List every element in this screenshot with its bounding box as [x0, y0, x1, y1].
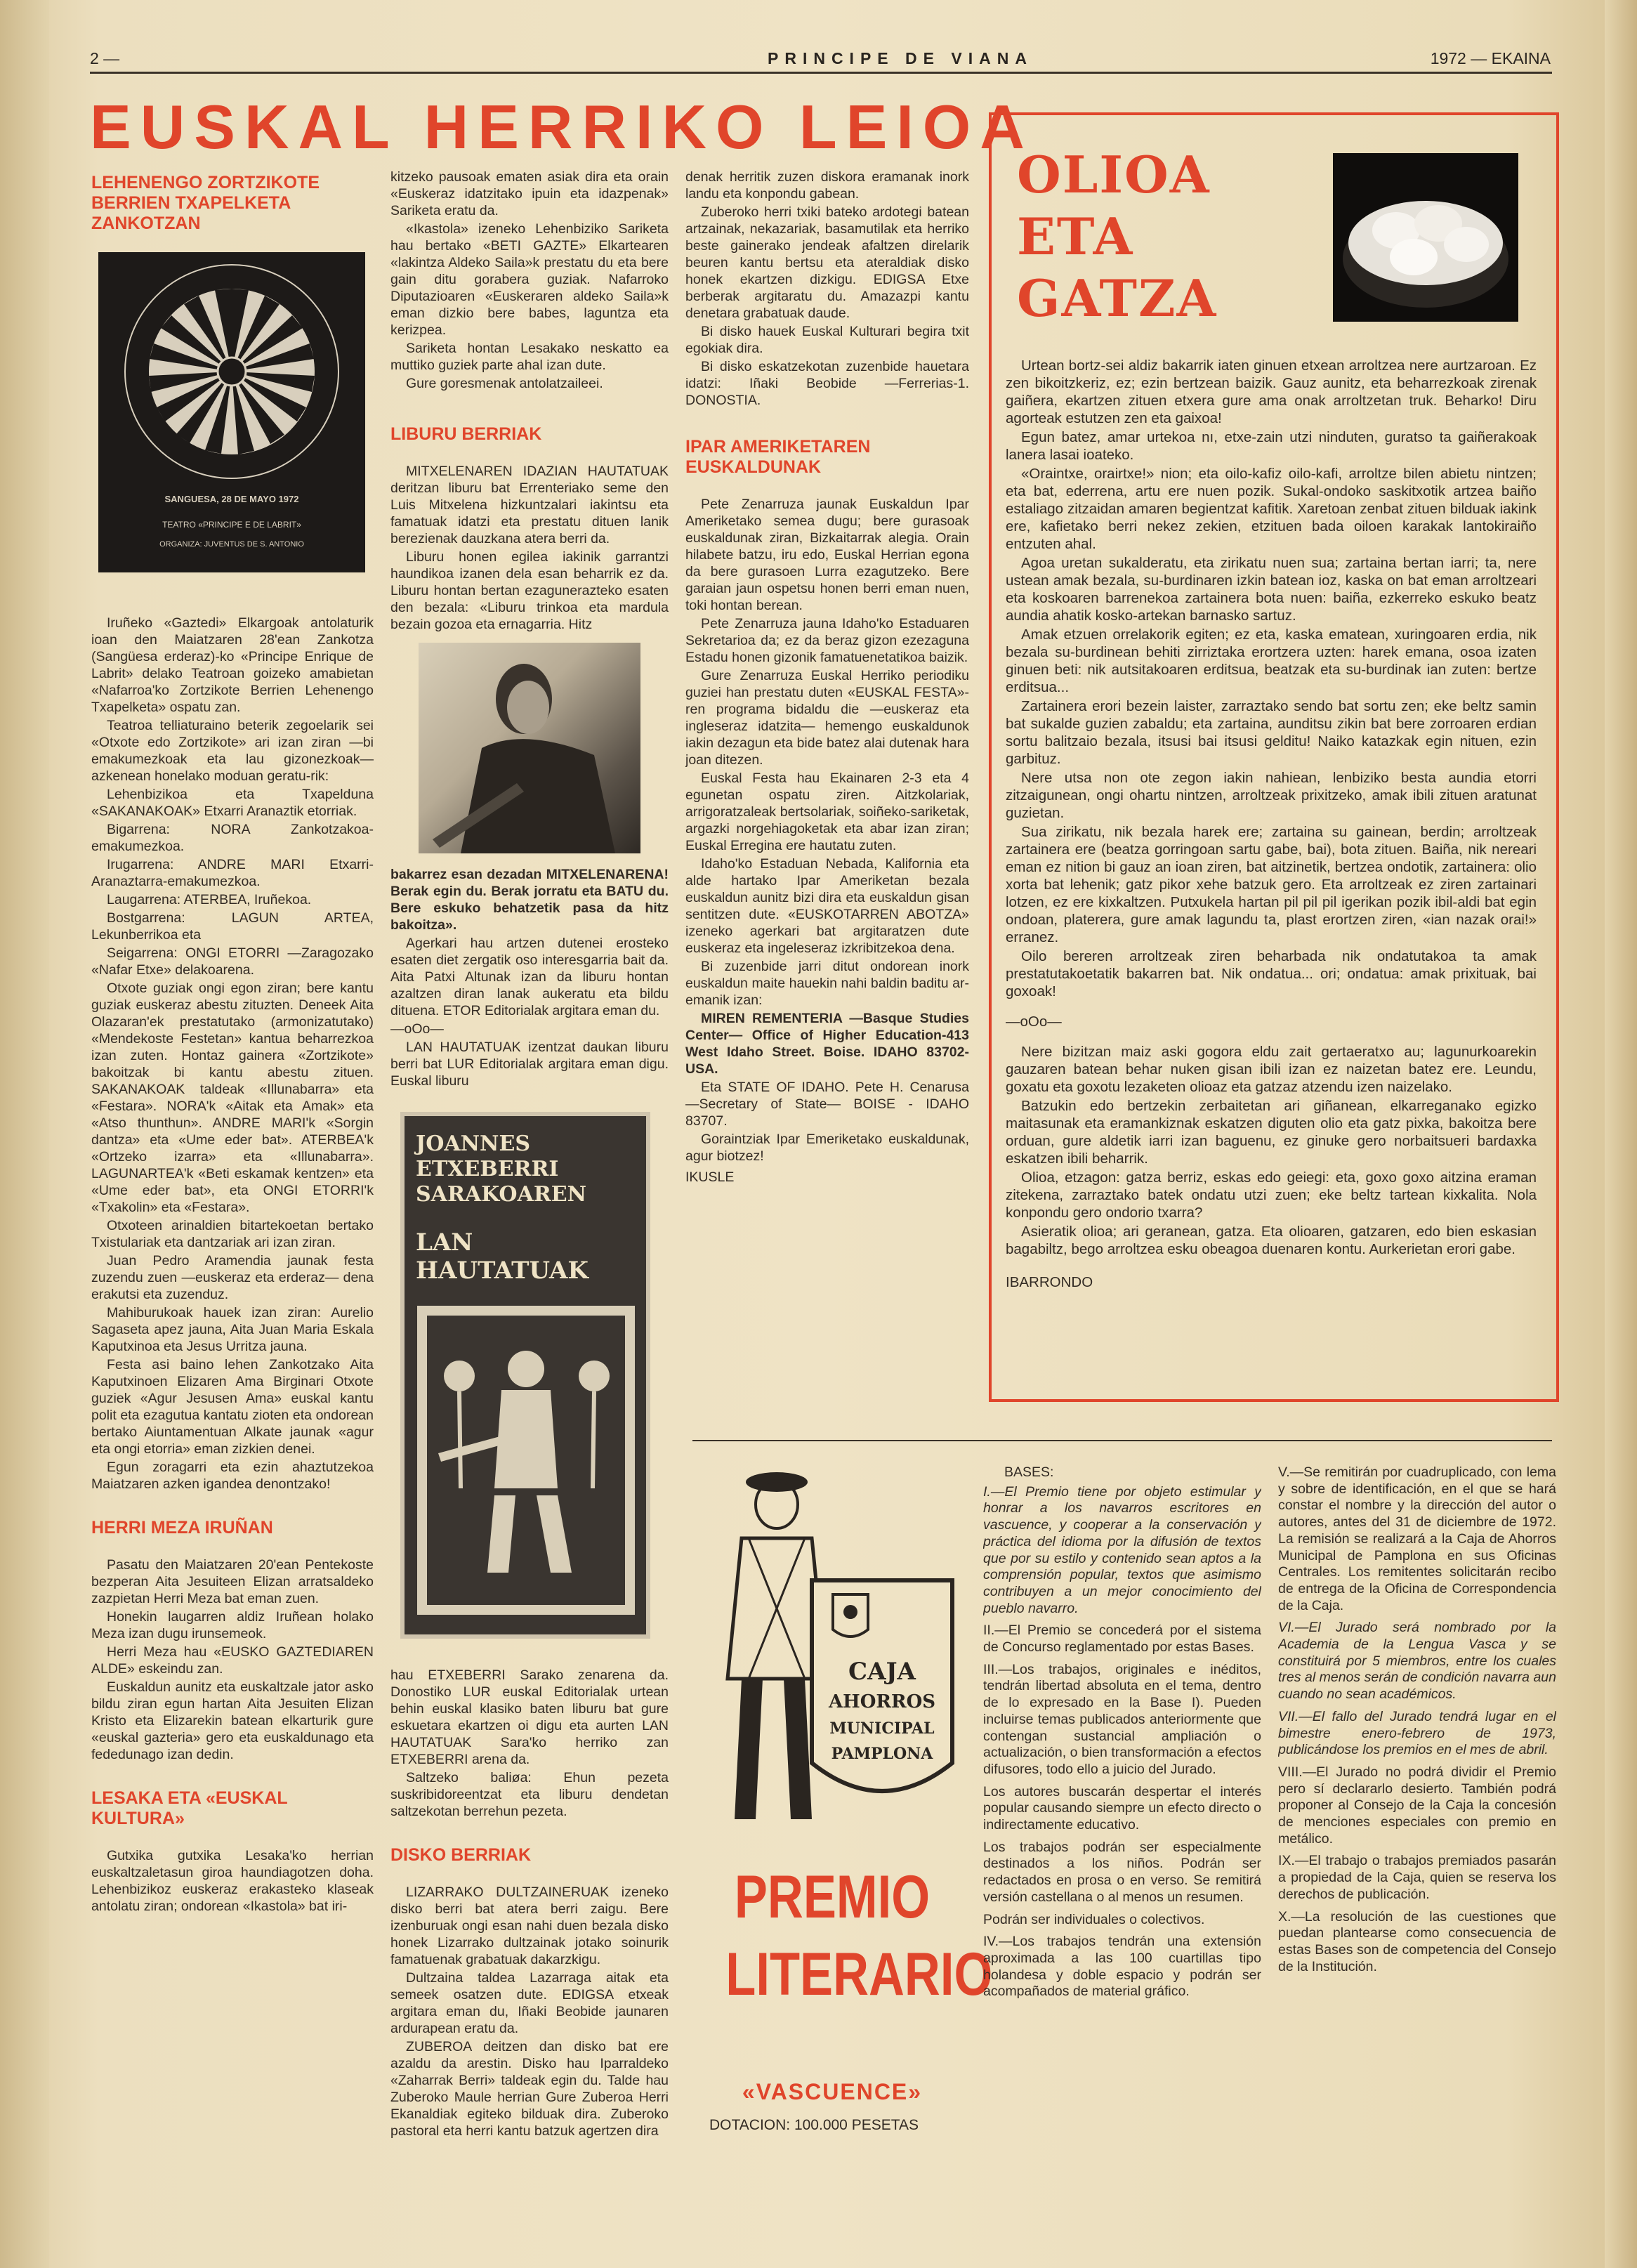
premio-top-rule — [692, 1440, 1552, 1441]
paragraph: ZUBEROA deitzen dan disko bat ere azaldu da arestin. Disko hau Iparraldeko «Zaharrak Berri» taldeak egin du. Talde hau Zuberoko Maule herrian Gure Zuberoa Herri Ekanaldiak egiteko bilduak dira. Zuberoko pastoral eta herri kantu batzuk agertzen dira — [390, 2039, 669, 2139]
paragraph: Bi zuzenbide jarri ditut ondorean inork euskaldun maite hauekin nahi baldin baditu ar-emanik izan: — [685, 959, 969, 1008]
paragraph: denak herritik zuzen diskora eramanak inork landu eta konpondu gabean. — [685, 169, 969, 202]
page-header — [90, 49, 1551, 73]
paragraph: Bostgarrena: LAGUN ARTEA, Lekunberrikoa eta — [91, 910, 374, 943]
base-item: VIII.—El Jurado no podrá dividir el Premio pero sí declararlo desierto. También podrá proponer al Consejo de la Caja la concesión de menciones especiales con premio en metálico. — [1278, 1764, 1556, 1847]
paragraph: Zartainera erori bezein laister, zarraztako sendo bat sortu zen; eke beltz samin bat sukalde guzien zabaldu; eta zartaina, aunditsu zikin bat bere zorroaren erdian sortu balitzaio bezala, itsusi bai itsusi gelditu! Naiko katazkak egin nituen, ezin garbituz. — [1006, 698, 1537, 767]
paragraph: Euskal Festa hau Ekainaren 2-3 eta 4 egunetan ospatu ziren. Aitzkolariak, arrigoratzaleak bertsolariak, soiñeko-sariketak, argazki norgehiagoketak eta abar izan ziran; Euskal Erregina ere hautatu zuten. — [685, 771, 969, 853]
paragraph: Honekin laugarren aldiz Iruñean holako Meza izan dugu irunsemeok. — [91, 1609, 374, 1641]
column-1 — [91, 169, 374, 2255]
paragraph: Eta STATE OF IDAHO. Pete H. Cenarusa —Secretary of State— BOISE - IDAHO 83707. — [685, 1080, 969, 1129]
olioa-text — [1006, 357, 1537, 1396]
premio-title-line-1: PREMIO — [734, 1863, 931, 1931]
paragraph: LIZARRAKO DULTZAINERUAK izeneko disko berri bat atera berri zaigu. Bere izenburuak ongi esan nahi duen bezala disko honek Lizarrako dultzainak jotako soinurik famatuenak grabatuak dakarzkigu. — [390, 1884, 669, 1967]
basque-man-seal-icon — [706, 1468, 958, 1833]
seal-text-4: PAMPLONA — [831, 1745, 933, 1763]
poster-placeholder — [98, 252, 374, 572]
paragraph: Asieratik olioa; ari geranean, gatza. Eta olioaren, gatzaren, edo bien eskasian bagabiltz, bego arroltzea esku obeagoa duenaren kontu. Aurkerietan erori gabe. — [1006, 1224, 1537, 1257]
paragraph: Lehenbizikoa eta Txapelduna «SAKANAKOAK» Etxarri Aranaztik etorriak. — [91, 787, 374, 819]
paragraph: Festa asi baino lehen Zankotzako Aita Kaputxinoen Elizaren Ama Birginari Otxote guziek «Agur Jesusen Ama» euskal kantu polit eta ezagutua kantatu zioten eta ondorean bertako Aiuntamentuan Alkate jaunak «agur eta ongi etorria» eman zizkien denei. — [91, 1357, 374, 1457]
issue-date: 1972 — EKAINA — [1430, 49, 1551, 67]
base-item: I.—El Premio tiene por objeto estimular y honrar a los navarros escritores en vascuence, y cooperar a la conservación y práctica del idioma por la difusión de textos que por su estilo y contenido sean aptos a la comprensión popular, textos que asimismo contribuyen a un mejor conocimiento del pueblo navarro. — [983, 1483, 1261, 1616]
contest-poster — [98, 252, 365, 572]
olioa-title-line: OLIOA — [1017, 145, 1211, 204]
paragraph: Nere bizitzan maiz aski gogora eldu zait gertaeratxo au; lagunurkoarekin gauzaren batean behar nuken gisan ibili izan ez naizetan batez ere. Leundu, goxatu eta goxotu lezaketen olioaz eta gatzaz atzendu izen naizelako. — [1006, 1044, 1537, 1095]
base-item: II.—El Premio se concederá por el sistema de Concurso reglamentado por estas Bases. — [983, 1623, 1261, 1656]
article-heading-herri-meza: HERRI MEZA IRUÑAN — [91, 1518, 273, 1538]
paragraph: Dultzaina taldea Lazarraga aitak eta semeek osatzen dute. EDIGSA etxeak argitara eman du, Iñaki Beobide jaunaren ardurapean eratu da. — [390, 1970, 669, 2036]
header-rule — [90, 72, 1552, 74]
paragraph: MIREN REMENTERIA —Basque Studies Center— Office of Higher Education-413 West Idaho Street. Boise. IDAHO 83702-USA. — [685, 1011, 969, 1077]
separator: —oOo— — [390, 1021, 444, 1037]
base-item: IV.—Los trabajos tendrán una extensión aproximada a las 100 cuartillas tipo holandesa y doble espacio y podrán ser acompañados de material gráfico. — [983, 1934, 1261, 2000]
eggs-photo — [1333, 153, 1518, 322]
olioa-title-line: ETA — [1017, 207, 1134, 266]
paragraph: Otxote guziak ongi egon ziran; bere kantu guziak euskeraz abestu zituzten. Deneek Aita Olazaran'ek prestatutako (armonizatutako) «Mendekoste Festetan» kantua beharrezkoa izan zuten. Hontaz gainera «Zortzikote» bakoitzak bi kantu abestu zituen. SAKANAKOAK taldeak «Illunabarra» eta «Festara». NORA'k «Aitak eta Amak» eta «Atso thunthun». ANDRE MARI'k «Sorgin dantza» eta «Ume eder bat». ATERBEA'k «Ortzeko izarra» eta «Illunabarra». LAGUNARTEA'k «Beti eskamak kentzen» eta «Ume eder bat», eta ONGI ETORRI'k «Txakolin» eta «Festara». — [91, 981, 374, 1215]
premio-title — [725, 1859, 993, 2013]
paragraph: Mahiburukoak hauek izan ziran: Aurelio Sagaseta apez jauna, Aita Juan Maria Eskala Kaputxinoa eta Jesus Urritza jauna. — [91, 1305, 374, 1354]
article-heading-zortzikote: LEHENENGO ZORTZIKOTE BERRIEN TXAPELKETA ZANKOTZAN — [91, 173, 320, 233]
base-item: VI.—El Jurado será nombrado por la Academia de la Lengua Vasca y se constituirá por 5 miembros, entre los cuales tres al menos serán de condición navarra aun cuando no sean académicos. — [1278, 1620, 1556, 1703]
base-item: VII.—El fallo del Jurado tendrá lugar en el bimestre enero-febrero de 1973, publicándose los premios en el mes de abril. — [1278, 1708, 1556, 1758]
paragraph: Bi disko hauek Euskal Kulturari begira txit egokiak dira. — [685, 324, 969, 356]
base-item: Los autores buscarán despertar el interés popular causando siempre un efecto directo o indirectamente educativo. — [983, 1783, 1261, 1833]
paragraph: «Ikastola» izeneko Lehenbiziko Sariketa hau bertako «BETI GAZTE» Elkartearen «lakintza Aldeko Saila»k prestatu du eta bere gain ditu gorabera guziak. Nafarroko Diputazioaren «Euskeraren aldeko Saila»k eman dizkio bere babes, laguntza eta kerizpea. — [390, 221, 669, 338]
bases-title: BASES: — [1004, 1464, 1054, 1480]
paragraph: Laugarrena: ATERBEA, Iruñekoa. — [107, 892, 312, 907]
paragraph: Pasatu den Maiatzaren 20'ean Pentekoste bezperan Aita Jesuiteen Elizan arratsaldeko zazpietan Herri Meza bat eman zuen. — [91, 1557, 374, 1606]
signature-ibarrondo: IBARRONDO — [1006, 1274, 1093, 1290]
seal-text-2: AHORROS — [828, 1691, 936, 1712]
book-cover — [400, 1112, 650, 1639]
paragraph: Iruñeko «Gaztedi» Elkargoak antolaturik ioan den Maiatzaren 28'ean Zankotza (Sangüesa erderaz)-ko «Principe Enrique de Labrit» delako Teatroan goizeko amabietan «Nafarroa'ko Zortzikote Berrien Lehenengo Txapelketa» ospatu zan. — [91, 615, 374, 715]
paragraph: Agerkari hau artzen dutenei erosteko esaten diet zergatik oso interesgarria bait da. Aita Patxi Altunak izan da liburu hontan azaltzen diran lanak aukeratu eta bildu dituena. ETOR Editorialak argitara eman du. — [390, 936, 669, 1018]
base-item: Los trabajos podrán ser especialmente destinados a los niños. Podrán ser redactados en prosa o en verso. Se remitirá versión castellana o al menos un resumen. — [983, 1839, 1261, 1905]
bases-column-1 — [983, 1464, 1261, 2258]
paragraph: Gure goresmenak antolatzaileei. — [406, 376, 603, 391]
paragraph: Saltzeko baliøa: Ehun pezeta suskribidoreentzat eta liburu dendetan saltzekotan berrehun pezeta. — [390, 1770, 669, 1819]
base-item: IX.—El trabajo o trabajos premiados pasarán a propiedad de la Caja, quien se reserva los derechos de publicación. — [1278, 1853, 1556, 1902]
paragraph: kitzeko pausoak ematen asiak dira eta orain «Euskeraz idatzitako ipuin eta idazpenak» Sariketa eratu da. — [390, 169, 669, 218]
paragraph: Zuberoko herri txiki bateko ardotegi batean artzainak, nekazariak, basamutilak eta herriko beste gainerako jendeak afaltzen direlarik beuren kantu bertsu eta ateraldiak disko honek ekartzen dizkigu. EDIGSA Etxe berberak argitaratu du. Amazazpi kantu denetara grabatuak daude. — [685, 204, 969, 321]
poster-line-3: ORGANIZA: JUVENTUS DE S. ANTONIO — [159, 540, 304, 549]
base-item: III.—Los trabajos, originales e inéditos, tendrán libertad absoluta en el tema, dentro de lo expresado en la Base I). Pueden incluirse temas publicados anteriormente que contengan sustancial ampliación o actualización, o bien transformación a efectos difusores, todo ello a juicio del Jurado. — [983, 1661, 1261, 1777]
olioa-title — [1017, 144, 1217, 329]
caja-ahorros-illustration — [706, 1468, 958, 1833]
olioa-title-line: GATZA — [1017, 268, 1218, 328]
paragraph: «Oraintxe, orairtxe!» nion; eta oilo-kafiz oilo-kafi, arroltze bilen abietu nintzen; eta bat, ederrena, artu ere nuen pozik. Sukal-ondoko saskitxotik artzea baiño estaliago zitzaidan amaren begientzat kafitik. Xaretoan zenbat zituen bilduak iakink ere, kafietako berri nekez zekien, etzituen bada oiloen karakak lantokiraiño entzuten ahal. — [1006, 466, 1537, 552]
main-title: EUSKAL HERRIKO LEIOA — [90, 92, 1034, 162]
paragraph: Euskaldun aunitz eta euskaltzale jator asko bildu ziran egun hartan Aita Jesuiten Elizan Kristo eta Elizarekin batean elkarturik gure «euskal gazteria» gero eta euskaldunago eta fededunago izan dedin. — [91, 1679, 374, 1762]
paragraph: Liburu honen egilea iakinik garrantzi haundikoa izanen dela esan beharrik ez da. Liburu hontan bertan ezagunerazteko esaten den bezala: «Liburu trinkoa eta mardula bezain gozoa eta ernagarria. Hitz — [390, 549, 669, 632]
base-item: V.—Se remitirán por cuadruplicado, con lema y sobre de identificación, en el que se hará constar el nombre y la dirección del autor o autores, antes del 31 de diciembre de 1972. La remisión se realizará a la Caja de Ahorros Municipal de Pamplona en sus Oficinas Centrales. Los remitentes solicitarán recibo de entrega de la Oficina de Correspondencia de la Caja. — [1278, 1464, 1556, 1613]
paragraph: Gure Zenarruza Euskal Herriko periodiku guziei han prestatu duten «EUSKAL FESTA»-ren programa bidaldu die —euskeraz eta ingleseraz idatzita— hemengo euskaldunok iakin dezagun eta bide batez alai dutenak hara joan ditezen. — [685, 668, 969, 768]
book-title-2: LAN HAUTATUAK — [416, 1228, 589, 1285]
paragraph: Goraintziak Ipar Emeriketako euskaldunak, agur biotzez! — [685, 1132, 969, 1164]
man-portrait-icon — [419, 643, 640, 853]
seal-text-1: CAJA — [848, 1658, 916, 1686]
paragraph: LAN HAUTATUAK izentzat daukan liburu berri bat LUR Editorialak argitara eman digu. Euskal liburu — [390, 1040, 669, 1089]
premio-dotacion: DOTACION: 100.000 PESETAS — [709, 2117, 919, 2133]
paragraph: Urtean bortz-sei aldiz bakarrik iaten ginuen etxean arroltzea nere aurtzaroan. Ez zen bikoitzkeriz, ez; ezin bertzean baizik. Gauz aunitz, eta beharrezkoak zirenak gaiñera, ekartzen zituen etxera gure ama onak arroltzetan truk. Beharko! Diru agorteak estutzen zen eta gaixoa! — [1006, 358, 1537, 426]
base-item: X.—La resolución de las cuestiones que puedan plantearse como consecuencia de estas Bases son de competencia del Consejo de la Institución. — [1278, 1908, 1556, 1974]
paragraph: Bigarrena: NORA Zankotzakoa-emakumezkoa. — [91, 822, 374, 854]
premio-subtitle: «VASCUENCE» — [742, 2079, 923, 2104]
signature-ikusle: IKUSLE — [685, 1169, 735, 1185]
paragraph: Egun batez, amar urtekoa nı, etxe-zain utzi ninduten, guratso ta gaiñerakoak lanera lasai ioateko. — [1006, 429, 1537, 463]
paragraph: Batzukin edo bertzekin zerbaitetan ari giñanean, elkarreganako egizko maitasunak eta eramankiznak eskatzen diguten olio eta gatz pixka, bakoitza bere orduan, gure aldetik iarri izan baguenu, ez ginuke gero norbaitsueri bardaxka eskatzen ibili beharrik. — [1006, 1098, 1537, 1167]
separator: —oOo— — [1006, 1014, 1062, 1030]
paragraph: Teatroa telliaturaino beterik zegoelarik sei «Otxote edo Zortzikote» ari izan ziran —bi emakumezkoak eta lau gizonezkoak— azkenean honelako moduan geratu-rik: — [91, 718, 374, 784]
paragraph: Agoa uretan sukalderatu, eta zirikatu nuen sua; zartaina bertan iarri; ta, nere ustean amak bezala, su-burdinaren izkin batean ioz, kaska on bat eman arroltzeari eta koskoaren barrenekoa zartainera bota nuen: baiña, ezkerreko eskuko beatz aundia ahatik kosko-artekan barnasko sartuz. — [1006, 555, 1537, 624]
paragraph: Idaho'ko Estaduan Nebada, Kalifornia eta alde hartako Ipar Ameriketan bezala euskaldun aunitz bizi dira eta euskaldun gisan sentitzen dute. «EUSKOTARREN ABOTZA» izeneko agerkari bat argitaratzen dute euskeraz eta ingeleseraz izkribitzekoa dena. — [685, 856, 969, 956]
article-heading-disko-berriak: DISKO BERRIAK — [390, 1845, 532, 1865]
binding-spine — [0, 0, 49, 2268]
article-heading-lesaka: LESAKA ETA «EUSKAL KULTURA» — [91, 1788, 288, 1828]
author-photo — [419, 643, 640, 853]
paragraph: Otxoteen arinaldien bitartekoetan bertako Txistulariak eta dantzariak ari izan ziran. — [91, 1218, 374, 1250]
paragraph: Pete Zenarruza jaunak Euskaldun Ipar Ameriketako semea dugu; bere gurasoak euskaldunak ziran, Bizkaitarrak alegia. Orain hilabete batzu, iru edo, Euskal Herrian egona da bere gurasoen Lurra ezagutzeko. Bere garaian jaun ospetsu honen berri eman nuen, toki hontan berean. — [685, 497, 969, 613]
publication-name: PRINCIPE DE VIANA — [768, 49, 1033, 67]
poster-line-2: TEATRO «PRINCIPE E DE LABRIT» — [162, 520, 301, 530]
paragraph: MITXELENAREN IDAZIAN HAUTATUAK deritzan liburu bat Errenteriako seme den Luis Mitxelena hizkuntzalari iakintsu eta famatuak idatzi eta prestatu dituen lanik berezienak dauzkana atera berri da. — [390, 464, 669, 546]
paragraph: Seigarrena: ONGI ETORRI —Zaragozako «Nafar Etxe» delakoarena. — [91, 945, 374, 978]
eggs-bowl-icon — [1333, 153, 1518, 322]
poster-line-1: SANGUESA, 28 DE MAYO 1972 — [164, 494, 299, 504]
column-2 — [390, 169, 669, 2255]
article-heading-liburu-berriak: LIBURU BERRIAK — [390, 424, 542, 444]
bases-column-2 — [1278, 1464, 1556, 2258]
paragraph: hau ETXEBERRI Sarako zenarena da. Donostiko LUR euskal Editorialak urtean behin euskal klasiko baten liburu bat gure eskuetara ekartzen oi digu eta aurten LAN HAUTATUAK Sara'ko herriko zan ETXEBERRI arena da. — [390, 1667, 669, 1767]
paragraph: Nere utsa non ote zegon iakin nahiean, lenbiziko besta aundia etorri zitzaigunean, ongi ohartu nintzen, arroltzeak prixitzeko, amak ibili zituen aratunat guzietan. — [1006, 770, 1537, 821]
base-item: Podrán ser individuales o colectivos. — [983, 1911, 1205, 1927]
seal-text-3: MUNICIPAL — [829, 1719, 935, 1738]
premio-title-line-2: LITERARIO — [725, 1941, 993, 2008]
paragraph: Juan Pedro Aramendia jaunak festa zuzendu zuen —euskeraz eta erderaz— dena erakutsi eta zuzenduz. — [91, 1253, 374, 1302]
book-title-1: JOANNES ETXEBERRI SARAKOAREN — [416, 1132, 587, 1207]
woodcut-hunter-icon — [410, 1306, 642, 1629]
paragraph: Bi disko eskatzekotan zuzenbide hauetara idatzi: Iñaki Beobide —Ferrerias-1. DONOSTIA. — [685, 359, 969, 408]
paragraph: Gutxika gutxika Lesaka'ko herrian euskaltzaletasun giroa haundiagotzen doha. Lehenbizikoz euskeraz erakasteko klaseak antolatu ziran; ondorean «Ikastola» bat iri- — [91, 1848, 374, 1914]
paragraph: Sariketa hontan Lesakako neskatto ea muttiko guziek parte ahal izan dute. — [390, 341, 669, 373]
paragraph: Amak etzuen orrelakorik egiten; ez eta, kaska ematean, xuringoaren erdia, nik bezala su-burdinean behiti zirriztaka erortzera uzten: harek emana, osoa izaten ginuen beti: nik autsitakoaren erditsua, beatzak eta su-burdinak ian zuten: bertze erditsua... — [1006, 627, 1537, 695]
paragraph: Herri Meza hau «EUSKO GAZTEDIAREN ALDE» eskeindu zan. — [91, 1644, 374, 1677]
paragraph: bakarrez esan dezadan MITXELENARENA! Berak egin du. Berak jorratu eta BATU du. Bere eskuko behatzetik pasa da hitz bakoitza». — [390, 867, 669, 933]
page-number: 2 — — [90, 49, 120, 67]
paragraph: Sua zirikatu, nik bezala harek ere; zartaina su gainean, berdin; arroltzeak zartainera ere (beatza gorringoan sartu gabe, bai), bota zituen. Baiña, nik nereari eman ez nition bi gauz an ioan ziren, bat aitzinetik, bertzea ondotik, zartainera: olio xorta bat lehenik; gatz pikor xehe batzuk gero. Eta arroltzeak ez ziren zartainari lotzen, ez ere kixkaltzen. Putxukela hartan pil pil pil igerikan pozik ibil-aldi bat egin ondoan, platerera, gure amak lagundu ta, plast erortzen ziren, «ian nazak orai!» erranez. — [1006, 824, 1537, 945]
paragraph: Oilo bereren arroltzeak ziren beharbada nik ondatutakoa ta amak prestatutakoetatik bakarren bat. Nik ondatua... ori; ondatua: amak prixituak, bai goxoak! — [1006, 948, 1537, 999]
paragraph: Egun zoragarri eta ezin ahaztutzekoa Maiatzaren azken igandea denontzako! — [91, 1460, 374, 1492]
paragraph: Olioa, etzagon: gatza berriz, eskas edo geiegi: eta, goxo goxo aitzina eraman zitekena, zarraztako batek ondatu utzi zuen; eke beltz tartean kixkalita. Nola konpondu gero ondorio txarra? — [1006, 1169, 1537, 1221]
page-edge — [1605, 0, 1637, 2268]
article-heading-ipar-ameriketaren: IPAR AMERIKETAREN EUSKALDUNAK — [685, 437, 871, 477]
column-3 — [685, 169, 969, 1398]
paragraph: Pete Zenarruza jauna Idaho'ko Estaduaren Sekretarioa da; ez da beraz gizon ezezaguna Estadu honen gizonik famatuenetatikoa baizik. — [685, 616, 969, 665]
paragraph: Irugarrena: ANDRE MARI Etxarri-Aranaztarra-emakumezkoa. — [91, 857, 374, 889]
